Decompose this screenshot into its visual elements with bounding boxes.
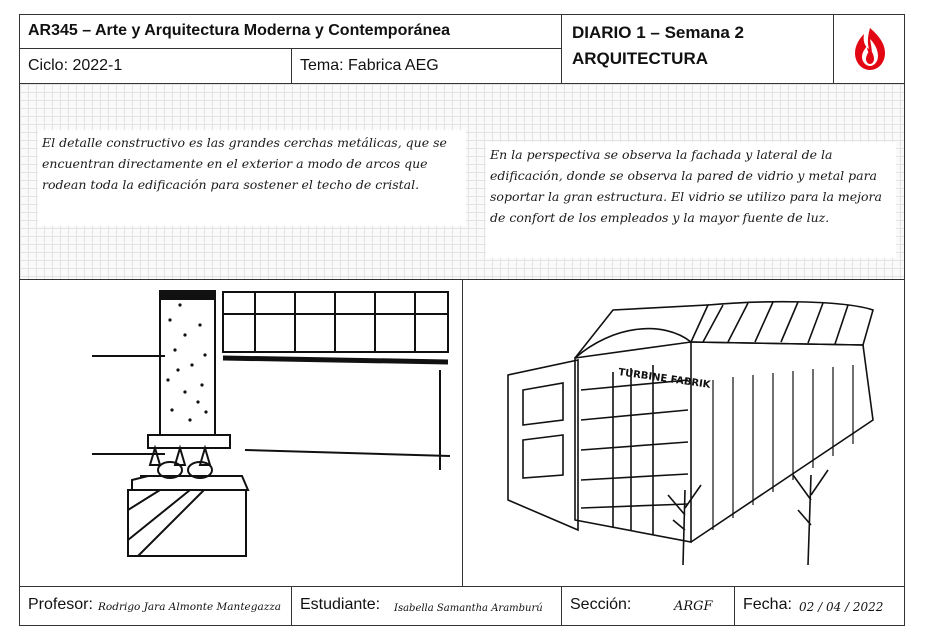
professor-label: Profesor:	[28, 596, 93, 613]
date-cell	[734, 586, 905, 626]
section-cell	[561, 586, 735, 626]
student-cell	[291, 586, 562, 626]
topic-cell	[291, 48, 562, 84]
drawing-panel-perspective	[462, 279, 905, 587]
building-sign: TURBINE FABRIK	[617, 367, 712, 391]
red-flame-logo-icon	[845, 25, 895, 75]
notes-area	[19, 83, 905, 280]
drawing-panel-detail	[19, 279, 463, 587]
aeg-factory-perspective-drawing	[463, 280, 903, 584]
date-value: 02 / 04 / 2022	[799, 600, 884, 614]
date-label: Fecha:	[743, 596, 792, 613]
section-label: Sección:	[570, 596, 632, 613]
section-value: ARGF	[674, 599, 713, 614]
diary-title: DIARIO 1 – Semana 2	[572, 23, 744, 42]
cycle-cell	[19, 48, 292, 84]
construction-detail-drawing	[20, 280, 460, 584]
diary-cell	[561, 14, 834, 84]
professor-cell	[19, 586, 292, 626]
student-label: Estudiante:	[300, 596, 381, 613]
topic-label: Tema: Fabrica AEG	[300, 57, 439, 74]
note-right: En la perspectiva se observa la fachada y lateral de la edificación, donde se observa la pared de vidrio y metal para soportar la gran estructura. El vidrio se utilizo para la mejora de confort de los empleados y la mayor fuente de luz.	[486, 142, 896, 258]
professor-name: Rodrigo Jara Almonte Mantegazza	[98, 601, 282, 613]
note-left: El detalle constructivo es las grandes cerchas metálicas, que se encuentran directamente en el exterior a modo de arcos que rodean toda la edificación para sostener el techo de cristal.	[38, 130, 466, 226]
category-title: ARQUITECTURA	[572, 49, 708, 68]
logo-cell	[833, 14, 905, 84]
cycle-label: Ciclo: 2022-1	[28, 57, 123, 74]
course-title: AR345 – Arte y Arquitectura Moderna y Contemporánea	[28, 22, 451, 39]
student-name: Isabella Samantha Aramburú	[394, 603, 543, 614]
course-title-cell	[19, 14, 562, 49]
